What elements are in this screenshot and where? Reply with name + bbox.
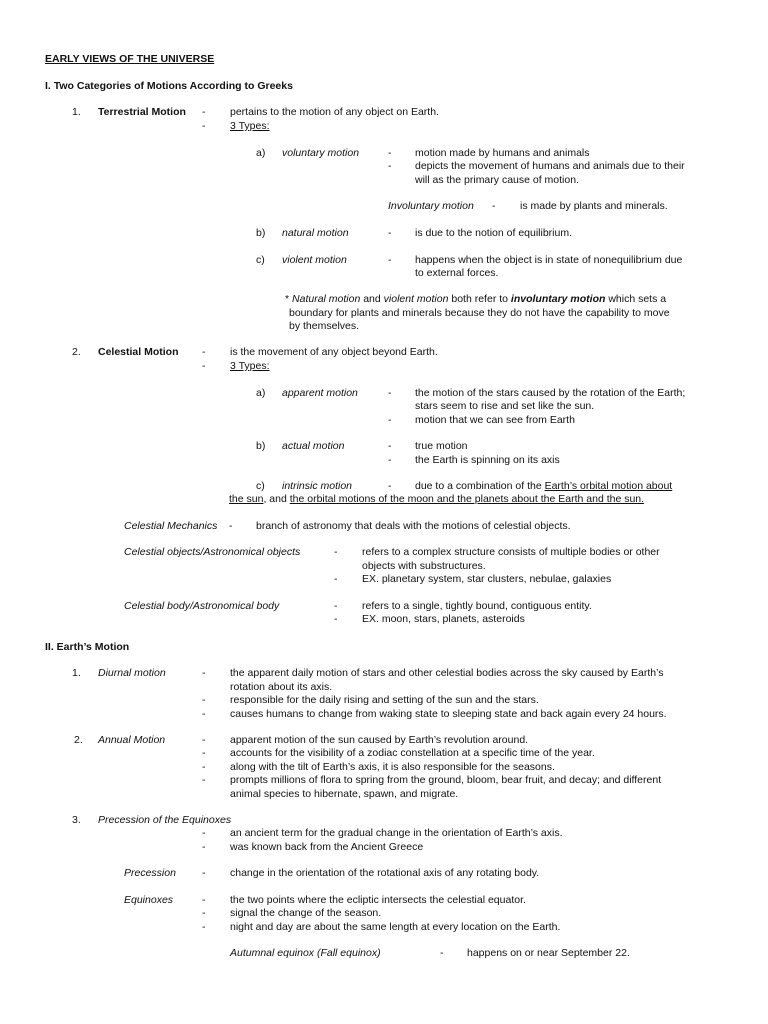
- dash: -: [202, 106, 206, 118]
- definition-text: an ancient term for the gradual change in the orientation of Earth’s axis.: [230, 827, 563, 839]
- item-number: 1.: [72, 106, 81, 118]
- dash: -: [202, 360, 206, 372]
- definition-text: EX. moon, stars, planets, asteroids: [362, 613, 525, 625]
- dash: -: [388, 147, 392, 159]
- definition-text: was known back from the Ancient Greece: [230, 841, 424, 853]
- dash: -: [202, 827, 206, 839]
- definition-text: accounts for the visibility of a zodiac constellation at a specific time of the year.: [230, 747, 595, 759]
- section-1-heading: I. Two Categories of Motions According to Greeks: [45, 80, 293, 92]
- dash: -: [334, 573, 338, 585]
- term-terrestrial-motion: Terrestrial Motion: [98, 106, 186, 118]
- dash: -: [388, 160, 392, 172]
- term-actual-motion: actual motion: [282, 440, 345, 452]
- definition-text: prompts millions of flora to spring from the ground, bloom, bear fruit, and decay; and different: [230, 774, 662, 786]
- term-involuntary-motion: Involuntary motion: [388, 200, 474, 212]
- term-annual-motion: Annual Motion: [98, 734, 166, 746]
- term-celestial-objects: Celestial objects/Astronomical objects: [124, 546, 301, 558]
- dash: -: [388, 254, 392, 266]
- dash: -: [202, 894, 206, 906]
- definition-text: is made by plants and minerals.: [520, 200, 668, 212]
- item-letter: b): [256, 440, 266, 452]
- definition-text: the two points where the ecliptic intersects the celestial equator.: [230, 894, 526, 906]
- dash: -: [202, 867, 206, 879]
- dash: -: [229, 520, 233, 532]
- definition-text: [229, 493, 644, 506]
- underlined-text: Earth’s orbital motion about: [544, 480, 673, 492]
- definition-text: is due to the notion of equilibrium.: [415, 227, 573, 239]
- definition-text: night and day are about the same length at every location on the Earth.: [230, 921, 561, 933]
- term-voluntary-motion: voluntary motion: [282, 147, 360, 159]
- definition-text: signal the change of the season.: [230, 907, 382, 919]
- definition-text: the motion of the stars caused by the rotation of the Earth;: [415, 387, 686, 399]
- note-text: and: [360, 293, 384, 305]
- definition-text: animal species to hibernate, spawn, and migrate.: [230, 788, 459, 800]
- term-precession-of-equinoxes: Precession of the Equinoxes: [98, 814, 232, 826]
- dash: -: [202, 346, 206, 358]
- definition-text: refers to a single, tightly bound, contiguous entity.: [362, 600, 592, 612]
- definition-text: rotation about its axis.: [230, 681, 333, 693]
- dash: -: [202, 774, 206, 786]
- dash: -: [388, 480, 392, 492]
- definition-text: branch of astronomy that deals with the motions of celestial objects.: [256, 520, 571, 532]
- subheading-3-types: 3 Types:: [230, 360, 270, 372]
- definition-text: due to a combination of the: [415, 480, 545, 492]
- document-title: EARLY VIEWS OF THE UNIVERSE: [45, 53, 215, 65]
- dash: -: [202, 120, 206, 132]
- dash: -: [492, 200, 496, 212]
- definition-text: objects with substructures.: [362, 560, 486, 572]
- definition-text: apparent motion of the sun caused by Earth’s revolution around.: [230, 734, 529, 746]
- item-number: 3.: [72, 814, 81, 826]
- term-intrinsic-motion: intrinsic motion: [282, 480, 353, 492]
- definition-text: , and: [263, 493, 290, 505]
- dash: -: [334, 600, 338, 612]
- item-letter: a): [256, 147, 266, 159]
- definition-text: motion that we can see from Earth: [415, 414, 575, 426]
- definition-text: change in the orientation of the rotational axis of any rotating body.: [230, 867, 540, 879]
- definition-text: motion made by humans and animals: [415, 147, 590, 159]
- dash: -: [202, 747, 206, 759]
- definition-text: stars seem to rise and set like the sun.: [415, 400, 595, 412]
- definition-text: happens when the object is in state of nonequilibrium due: [415, 254, 683, 266]
- dash: -: [440, 947, 444, 959]
- underlined-text: the sun: [229, 493, 264, 505]
- note-line: boundary for plants and minerals because they do not have the capability to move: [289, 307, 670, 319]
- term-apparent-motion: apparent motion: [282, 387, 358, 399]
- note-term-natural: Natural motion: [292, 293, 361, 305]
- term-diurnal-motion: Diurnal motion: [98, 667, 166, 679]
- term-celestial-mechanics: Celestial Mechanics: [124, 520, 218, 532]
- term-violent-motion: violent motion: [282, 254, 347, 266]
- dash: -: [202, 907, 206, 919]
- dash: -: [202, 734, 206, 746]
- underlined-text: the orbital motions of the moon and the planets about the Earth and the sun.: [289, 493, 645, 505]
- definition-text: will as the primary cause of motion.: [415, 174, 579, 186]
- dash: -: [202, 921, 206, 933]
- dash: -: [388, 454, 392, 466]
- definition-text: the apparent daily motion of stars and other celestial bodies across the sky caused by Earth’s: [230, 667, 664, 679]
- item-number: 2.: [72, 346, 81, 358]
- note-star: *: [285, 293, 293, 305]
- dash: -: [388, 387, 392, 399]
- definition-text: along with the tilt of Earth’s axis, it is also responsible for the seasons.: [230, 761, 555, 773]
- definition-text: the Earth is spinning on its axis: [415, 454, 560, 466]
- term-equinoxes: Equinoxes: [124, 894, 174, 906]
- definition-text: to external forces.: [415, 267, 499, 279]
- note-line: by themselves.: [289, 320, 360, 332]
- term-celestial-body: Celestial body/Astronomical body: [124, 600, 280, 612]
- dash: -: [202, 667, 206, 679]
- dash: -: [202, 694, 206, 706]
- section-2-heading: II. Earth’s Motion: [45, 641, 130, 653]
- term-precession: Precession: [124, 867, 176, 879]
- dash: -: [388, 414, 392, 426]
- note-text: which sets a: [605, 293, 667, 305]
- definition-text: [415, 480, 672, 493]
- definition-text: depicts the movement of humans and animals due to their: [415, 160, 685, 172]
- definition-text: is the movement of any object beyond Earth.: [230, 346, 438, 358]
- definition-text: refers to a complex structure consists of multiple bodies or other: [362, 546, 660, 558]
- item-letter: a): [256, 387, 266, 399]
- term-autumnal-equinox: Autumnal equinox (Fall equinox): [230, 947, 381, 959]
- term-celestial-motion: Celestial Motion: [98, 346, 179, 358]
- dash: -: [202, 708, 206, 720]
- note-text: both refer to: [448, 293, 511, 305]
- item-letter: c): [256, 254, 265, 266]
- definition-text: EX. planetary system, star clusters, nebulae, galaxies: [362, 573, 612, 585]
- term-natural-motion: natural motion: [282, 227, 349, 239]
- subheading-3-types: 3 Types:: [230, 120, 270, 132]
- dash: -: [334, 546, 338, 558]
- dash: -: [334, 613, 338, 625]
- note-term-violent: violent motion: [383, 293, 449, 305]
- dash: -: [202, 841, 206, 853]
- definition-text: true motion: [415, 440, 468, 452]
- definition-text: causes humans to change from waking state to sleeping state and back again every 24 hours.: [230, 708, 667, 720]
- definition-text: happens on or near September 22.: [467, 947, 630, 959]
- item-letter: b): [256, 227, 266, 239]
- item-letter: c): [256, 480, 265, 492]
- item-number: 1.: [72, 667, 81, 679]
- item-number: 2.: [74, 734, 83, 746]
- dash: -: [388, 440, 392, 452]
- definition-text: responsible for the daily rising and setting of the sun and the stars.: [230, 694, 539, 706]
- dash: -: [202, 761, 206, 773]
- dash: -: [388, 227, 392, 239]
- note-term-involuntary: involuntary motion: [510, 293, 606, 305]
- note-paragraph: [285, 293, 666, 306]
- definition-text: pertains to the motion of any object on Earth.: [230, 106, 439, 118]
